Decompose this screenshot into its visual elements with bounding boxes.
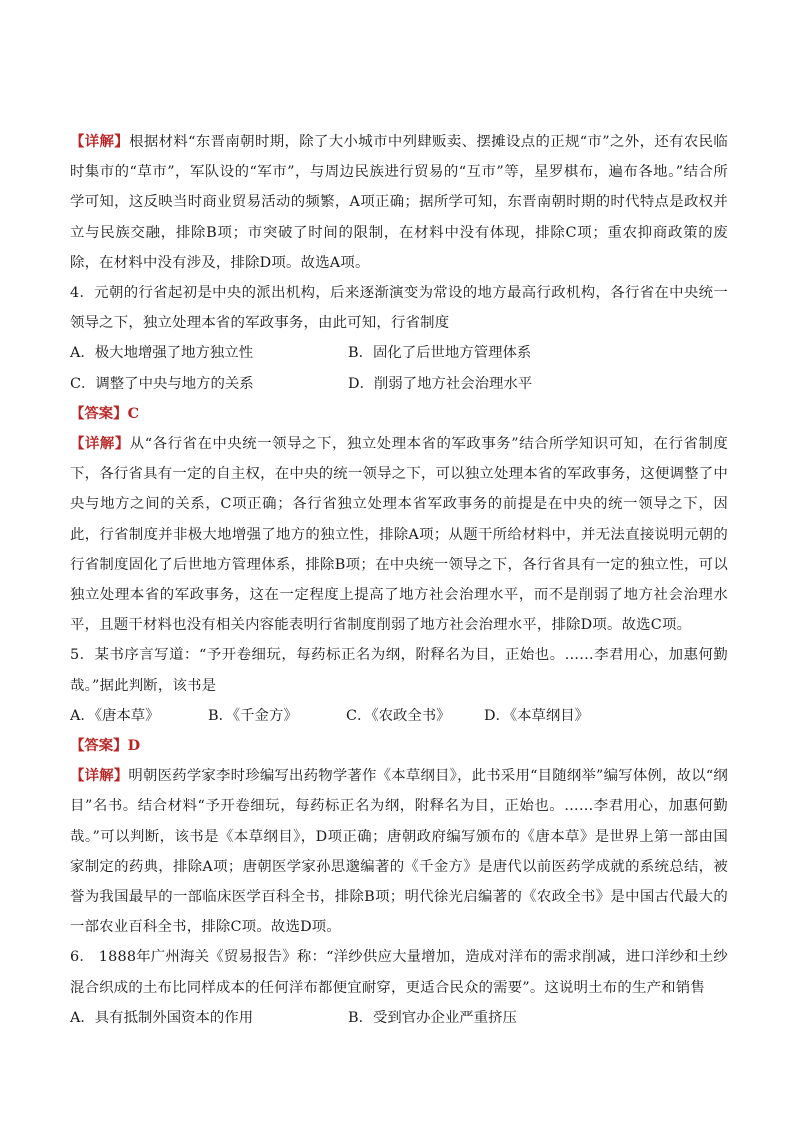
q5-option-b: B．《千金方》 bbox=[208, 707, 298, 724]
answer-value: C bbox=[127, 404, 140, 422]
q5-option-c: C．《农政全书》 bbox=[346, 707, 451, 724]
q6-option-a: A．具有抵制外国资本的作用 bbox=[70, 1009, 254, 1026]
answer-tag: 【答案】 bbox=[70, 737, 128, 755]
q5-detail bbox=[70, 761, 728, 942]
q4-option-c: C．调整了中央与地方的关系 bbox=[70, 375, 254, 392]
q5-options bbox=[70, 701, 728, 731]
detail-tag: 【详解】 bbox=[70, 767, 129, 785]
answer-value: D bbox=[127, 737, 141, 755]
document-page bbox=[70, 127, 728, 1033]
detail-tag: 【详解】 bbox=[70, 133, 130, 150]
q4-option-a: A．极大地增强了地方独立性 bbox=[70, 345, 254, 362]
q6-option-b: B．受到官办企业严重挤压 bbox=[348, 1009, 517, 1026]
q6-stem: 6． 1888年广州海关《贸易报告》称：“洋纱供应大量增加，造成对洋布的需求削减，进口洋纱和土纱混合织成的土布比同样成本的任何洋布都便宜耐穿，更适合民众的需要”。这说明土布的生产和销售 bbox=[70, 949, 728, 996]
detail-text: 明朝医药学家李时珍编写出药物学著作《本草纲目》，此书采用“目随纲举”编写体例，故以“纲目”名书。结合材料“予开卷细玩，每药标正名为纲，附释名为目，正始也。……李君用心，加惠何勤哉。”可以判断，该书是《本草纲目》，D项正确；唐朝政府编写颁布的《唐本草》是世界上第一部由国家制定的药典，排除A项；唐朝医学家孙思邈编著的《千金方》是唐代以前医药学成就的系统总结，被誉为我国最早的一部临床医学百科全书，排除B项；明代徐光启编著的《农政全书》是中国古代最大的一部农业百科全书，排除C项。故选D项。 bbox=[70, 768, 728, 936]
q4-options bbox=[70, 338, 728, 398]
q5-option-d: D．《本草纲目》 bbox=[484, 707, 590, 724]
q4-option-b: B．固化了后世地方管理体系 bbox=[348, 345, 532, 362]
q4-detail bbox=[70, 429, 728, 640]
detail-tag: 【详解】 bbox=[70, 435, 130, 453]
answer-tag: 【答案】 bbox=[70, 404, 128, 422]
q4-answer bbox=[70, 399, 728, 429]
q4-option-d: D．削弱了地方社会治理水平 bbox=[348, 375, 533, 392]
q3-detail bbox=[70, 127, 728, 278]
q5-answer bbox=[70, 731, 728, 761]
detail-text: 根据材料“东晋南朝时期，除了大小城市中列肆贩卖、摆摊设点的正规“市”之外，还有农民临时集市的“草市”，军队设的“军市”，与周边民族进行贸易的“互市”等，星罗棋布，遍布各地。”结合所学可知，这反映当时商业贸易活动的频繁，A项正确；据所学可知，东晋南朝时期的时代特点是政权并立与民族交融，排除B项；市突破了时间的限制，在材料中没有体现，排除C项；重农抑商政策的废除，在材料中没有涉及，排除D项。故选A项。 bbox=[70, 134, 728, 271]
q5-option-a: A．《唐本草》 bbox=[70, 707, 160, 724]
detail-text: 从“各行省在中央统一领导之下，独立处理本省的军政事务”结合所学知识可知，在行省制度下，各行省具有一定的自主权，在中央的统一领导之下，可以独立处理本省的军政事务，这便调整了中央与地方之间的关系，C项正确；各行省独立处理本省军政事务的前提是在中央的统一领导之下，因此，行省制度并非极大地增强了地方的独立性，排除A项；从题干所给材料中，并无法直接说明元朝的行省制度固化了后世地方管理体系，排除B项；在中央统一领导之下，各行省具有一定的独立性，可以独立处理本省的军政事务，这在一定程度上提高了地方社会治理水平，而不是削弱了地方社会治理水平，且题干材料也没有相关内容能表明行省制度削弱了地方社会治理水平，排除D项。故选C项。 bbox=[70, 436, 728, 634]
q5-stem: 5．某书序言写道：“予开卷细玩，每药标正名为纲，附释名为目，正始也。……李君用心，加惠何勤哉。”据此判断，该书是 bbox=[70, 647, 728, 694]
q4-stem: 4．元朝的行省起初是中央的派出机构，后来逐渐演变为常设的地方最高行政机构，各行省在中央统一领导之下，独立处理本省的军政事务，由此可知，行省制度 bbox=[70, 285, 728, 332]
q6-options bbox=[70, 1003, 728, 1033]
